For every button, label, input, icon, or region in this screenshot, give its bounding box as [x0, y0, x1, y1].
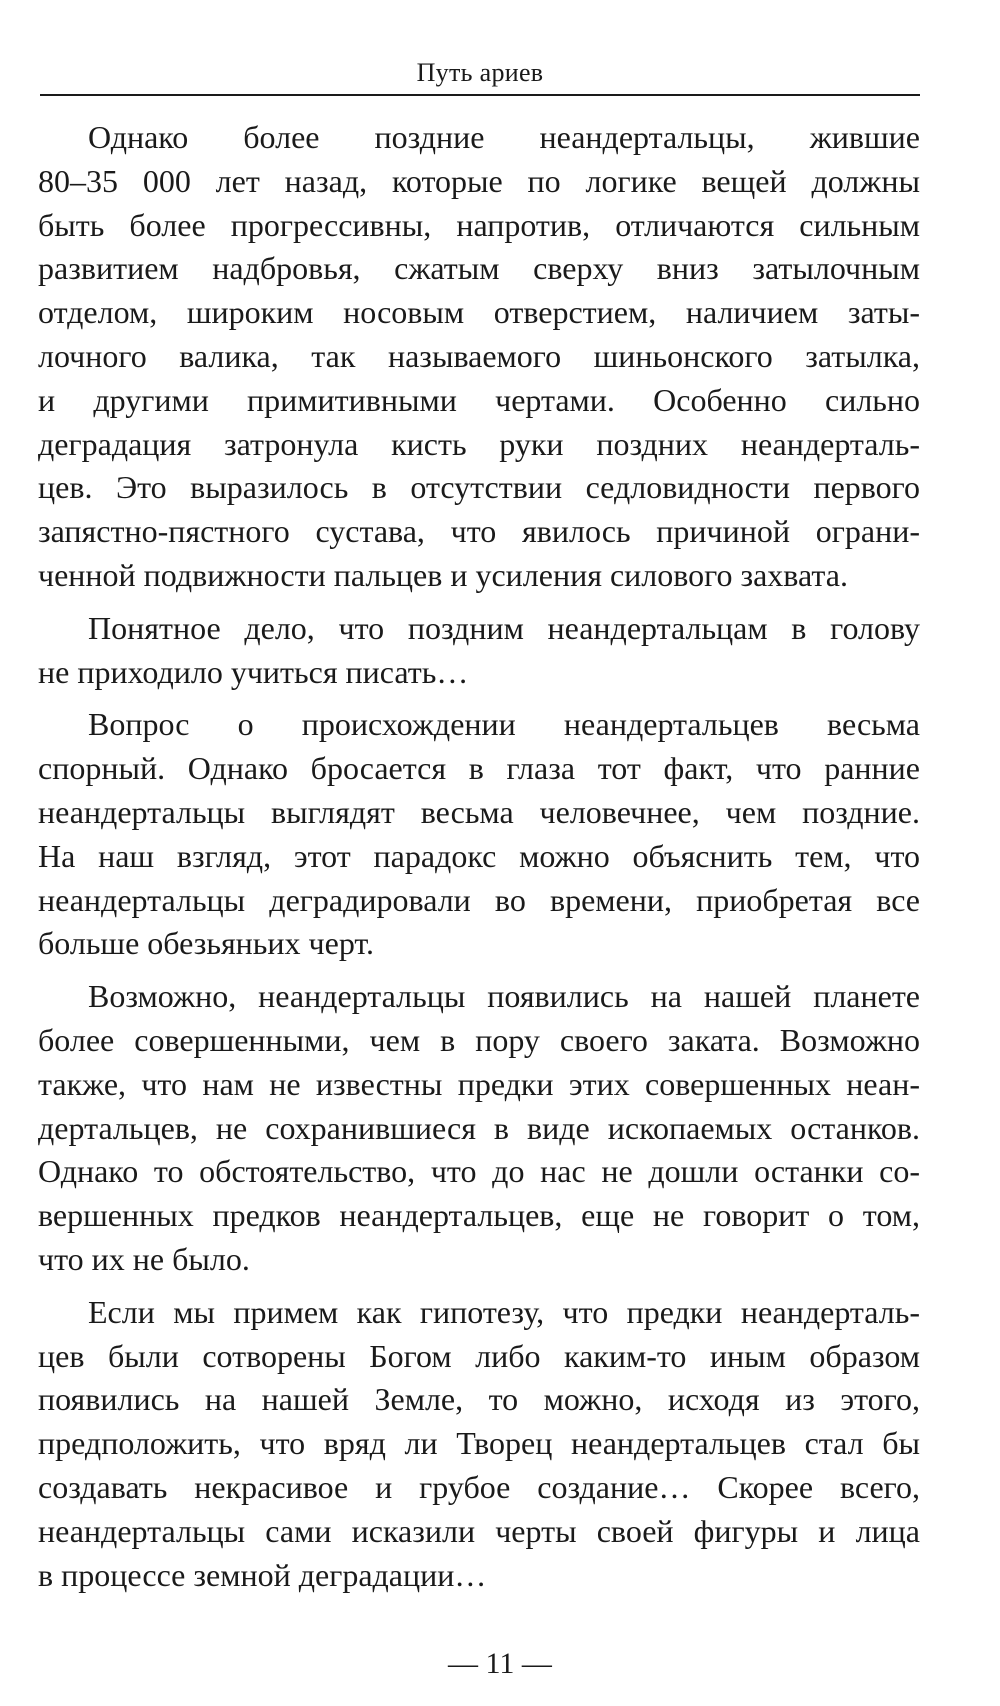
text-line: На наш взгляд, этот парадокс можно объяснить тем, что [38, 837, 920, 874]
text-line: более совершенными, чем в пору своего заката. Возможно [38, 1021, 920, 1058]
paragraph [38, 607, 920, 695]
text-line: развитием надбровья, сжатым сверху вниз затылочным [38, 250, 920, 287]
text-line: быть более прогрессивны, напротив, отличаются сильным [38, 206, 920, 243]
text-line: неандертальцы сами исказили черты своей фигуры и лица [38, 1512, 920, 1549]
text-line: Возможно, неандертальцы появились на нашей планете [88, 978, 920, 1015]
text-line: деградация затронула кисть руки поздних неандерталь- [38, 425, 920, 462]
text-line: Понятное дело, что поздним неандертальцам в голову [88, 609, 920, 646]
paragraph [38, 116, 920, 598]
page-number: — 11 — [448, 1647, 552, 1680]
text-line: дертальцев, не сохранившиеся в виде ископаемых останков. [38, 1109, 920, 1146]
text-line: предположить, что вряд ли Творец неандертальцев стал бы [38, 1425, 920, 1462]
text-line: не приходило учиться писать… [38, 653, 469, 690]
text-line: больше обезьяньих черт. [38, 925, 374, 962]
text-line: вершенных предков неандертальцев, еще не говорит о том, [38, 1197, 920, 1234]
text-line: неандертальцы деградировали во времени, приобретая все [38, 881, 920, 918]
paragraph [38, 1291, 920, 1598]
text-line: появились на нашей Земле, то можно, исходя из этого, [38, 1381, 920, 1418]
text-line: также, что нам не известны предки этих совершенных неан- [38, 1065, 920, 1102]
paragraph [38, 703, 920, 966]
text-line: Однако более поздние неандертальцы, жившие [88, 119, 920, 155]
text-line: запястно-пястного сустава, что явилось причиной ограни- [38, 513, 920, 550]
text-line: цев. Это выразилось в отсутствии седловидности первого [38, 469, 920, 506]
paragraph [38, 975, 920, 1282]
text-line: ченной подвижности пальцев и усиления силового захвата. [38, 556, 848, 593]
text-line: Вопрос о происхождении неандертальцев весьма [88, 706, 920, 743]
text-line: 80–35 000 лет назад, которые по логике вещей должны [38, 162, 920, 199]
text-line: отделом, широким носовым отверстием, наличием заты- [38, 294, 920, 331]
text-line: неандертальцы выглядят весьма человечнее, чем поздние. [38, 793, 920, 830]
text-line: лочного валика, так называемого шиньонского затылка, [38, 337, 920, 374]
text-line: создавать некрасивое и грубое создание… Скорее всего, [38, 1468, 920, 1505]
text-line: что их не было. [38, 1240, 250, 1277]
text-line: Однако то обстоятельство, что до нас не дошли останки со- [38, 1153, 920, 1190]
text-line: в процессе земной деградации… [38, 1556, 487, 1593]
text-line: Если мы примем как гипотезу, что предки неандерталь- [88, 1293, 920, 1330]
text-line: и другими примитивными чертами. Особенно сильно [38, 381, 920, 418]
running-head: Путь ариев [416, 58, 544, 87]
header-rule [40, 94, 920, 96]
text-line: цев были сотворены Богом либо каким-то иным образом [38, 1337, 920, 1374]
body-text [38, 116, 920, 1606]
text-line: спорный. Однако бросается в глаза тот факт, что ранние [38, 750, 920, 787]
